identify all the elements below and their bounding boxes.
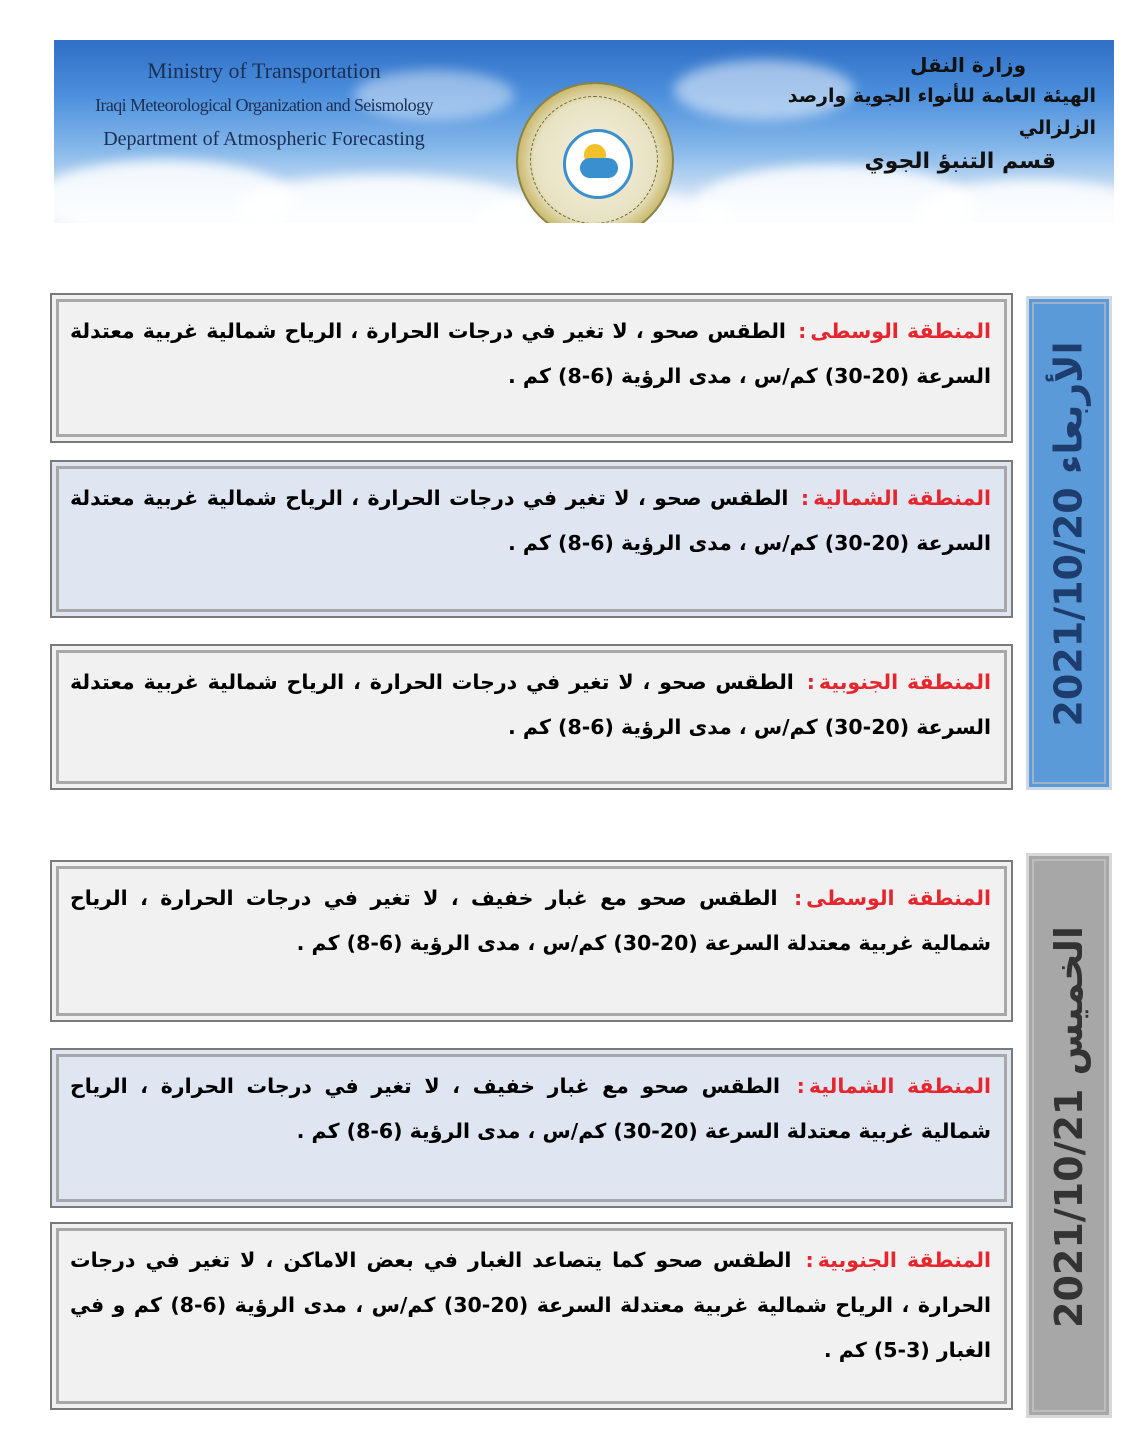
- forecast-box: [50, 1222, 1013, 1410]
- region-colon: :: [806, 670, 815, 694]
- forecast-box: [50, 1048, 1013, 1208]
- day-label: [1047, 926, 1091, 1346]
- region-colon: :: [796, 1074, 805, 1098]
- department-name-en: Department of Atmospheric Forecasting: [103, 128, 425, 150]
- organization-name-en: Iraqi Meteorological Organization and Seismology: [95, 95, 433, 115]
- region-label: المنطقة الوسطى: [806, 886, 992, 910]
- forecast-text: الطقس صحو مع غبار خفيف ، لا تغير في درجات الحرارة ، الرياح شمالية غربية معتدلة السرعة (20-30) كم/س ، مدى الرؤية (6-8) كم .: [70, 1074, 991, 1143]
- region-label: المنطقة الشمالية: [808, 1074, 991, 1098]
- region-label: المنطقة الوسطى: [810, 319, 992, 343]
- region-label: المنطقة الشمالية: [813, 486, 992, 510]
- organization-name-ar: الهيئة العامة للأنواء الجوية وارصد الزلزالي: [787, 85, 1096, 139]
- forecast-box: [50, 460, 1013, 618]
- header-arabic: [766, 50, 1096, 180]
- forecast-box: [50, 293, 1013, 443]
- department-name-ar: قسم التنبؤ الجوي: [864, 149, 1056, 174]
- forecast-text: الطقس صحو ، لا تغير في درجات الحرارة ، الرياح شمالية غربية معتدلة السرعة (20-30) كم/س ، مدى الرؤية (6-8) كم .: [70, 319, 991, 388]
- ministry-name-ar: وزارة النقل: [910, 53, 1026, 77]
- region-colon: :: [800, 486, 810, 510]
- forecast-box: [50, 644, 1013, 790]
- header-english: [54, 54, 474, 156]
- region-colon: :: [793, 886, 803, 910]
- forecast-text: الطقس صحو مع غبار خفيف ، لا تغير في درجات الحرارة ، الرياح شمالية غربية معتدلة السرعة (20-30) كم/س ، مدى الرؤية (6-8) كم .: [70, 886, 991, 955]
- region-colon: :: [805, 1248, 814, 1272]
- forecast-box: [50, 860, 1013, 1022]
- day-panel: [1026, 853, 1112, 1418]
- day-date: 2021/10/20: [1047, 487, 1092, 727]
- header-banner: [54, 40, 1114, 223]
- region-label: المنطقة الجنوبية: [818, 670, 991, 694]
- region-label: المنطقة الجنوبية: [817, 1248, 991, 1272]
- forecast-text: الطقس صحو ، لا تغير في درجات الحرارة ، الرياح شمالية غربية معتدلة السرعة (20-30) كم/س ، مدى الرؤية (6-8) كم .: [70, 670, 991, 739]
- forecast-text: الطقس صحو كما يتصاعد الغبار في بعض الاماكن ، لا تغير في درجات الحرارة ، الرياح شمالية غربية معتدلة السرعة (20-30) كم/س ، مدى الرؤية (6-8) كم و في الغبار (3-5) كم .: [70, 1248, 992, 1362]
- day-name: الخميس: [1047, 925, 1091, 1075]
- region-colon: :: [798, 319, 807, 343]
- organization-logo: [516, 82, 674, 223]
- day-name: الأربعاء: [1047, 341, 1092, 475]
- day-panel: [1026, 296, 1112, 790]
- ministry-name-en: Ministry of Transportation: [147, 58, 381, 83]
- day-label: [1047, 341, 1091, 744]
- day-date: 2021/10/21: [1047, 1088, 1091, 1328]
- forecast-text: الطقس صحو ، لا تغير في درجات الحرارة ، الرياح شمالية غربية معتدلة السرعة (20-30) كم/س ، مدى الرؤية (6-8) كم .: [70, 486, 991, 555]
- weather-icon: [563, 129, 633, 199]
